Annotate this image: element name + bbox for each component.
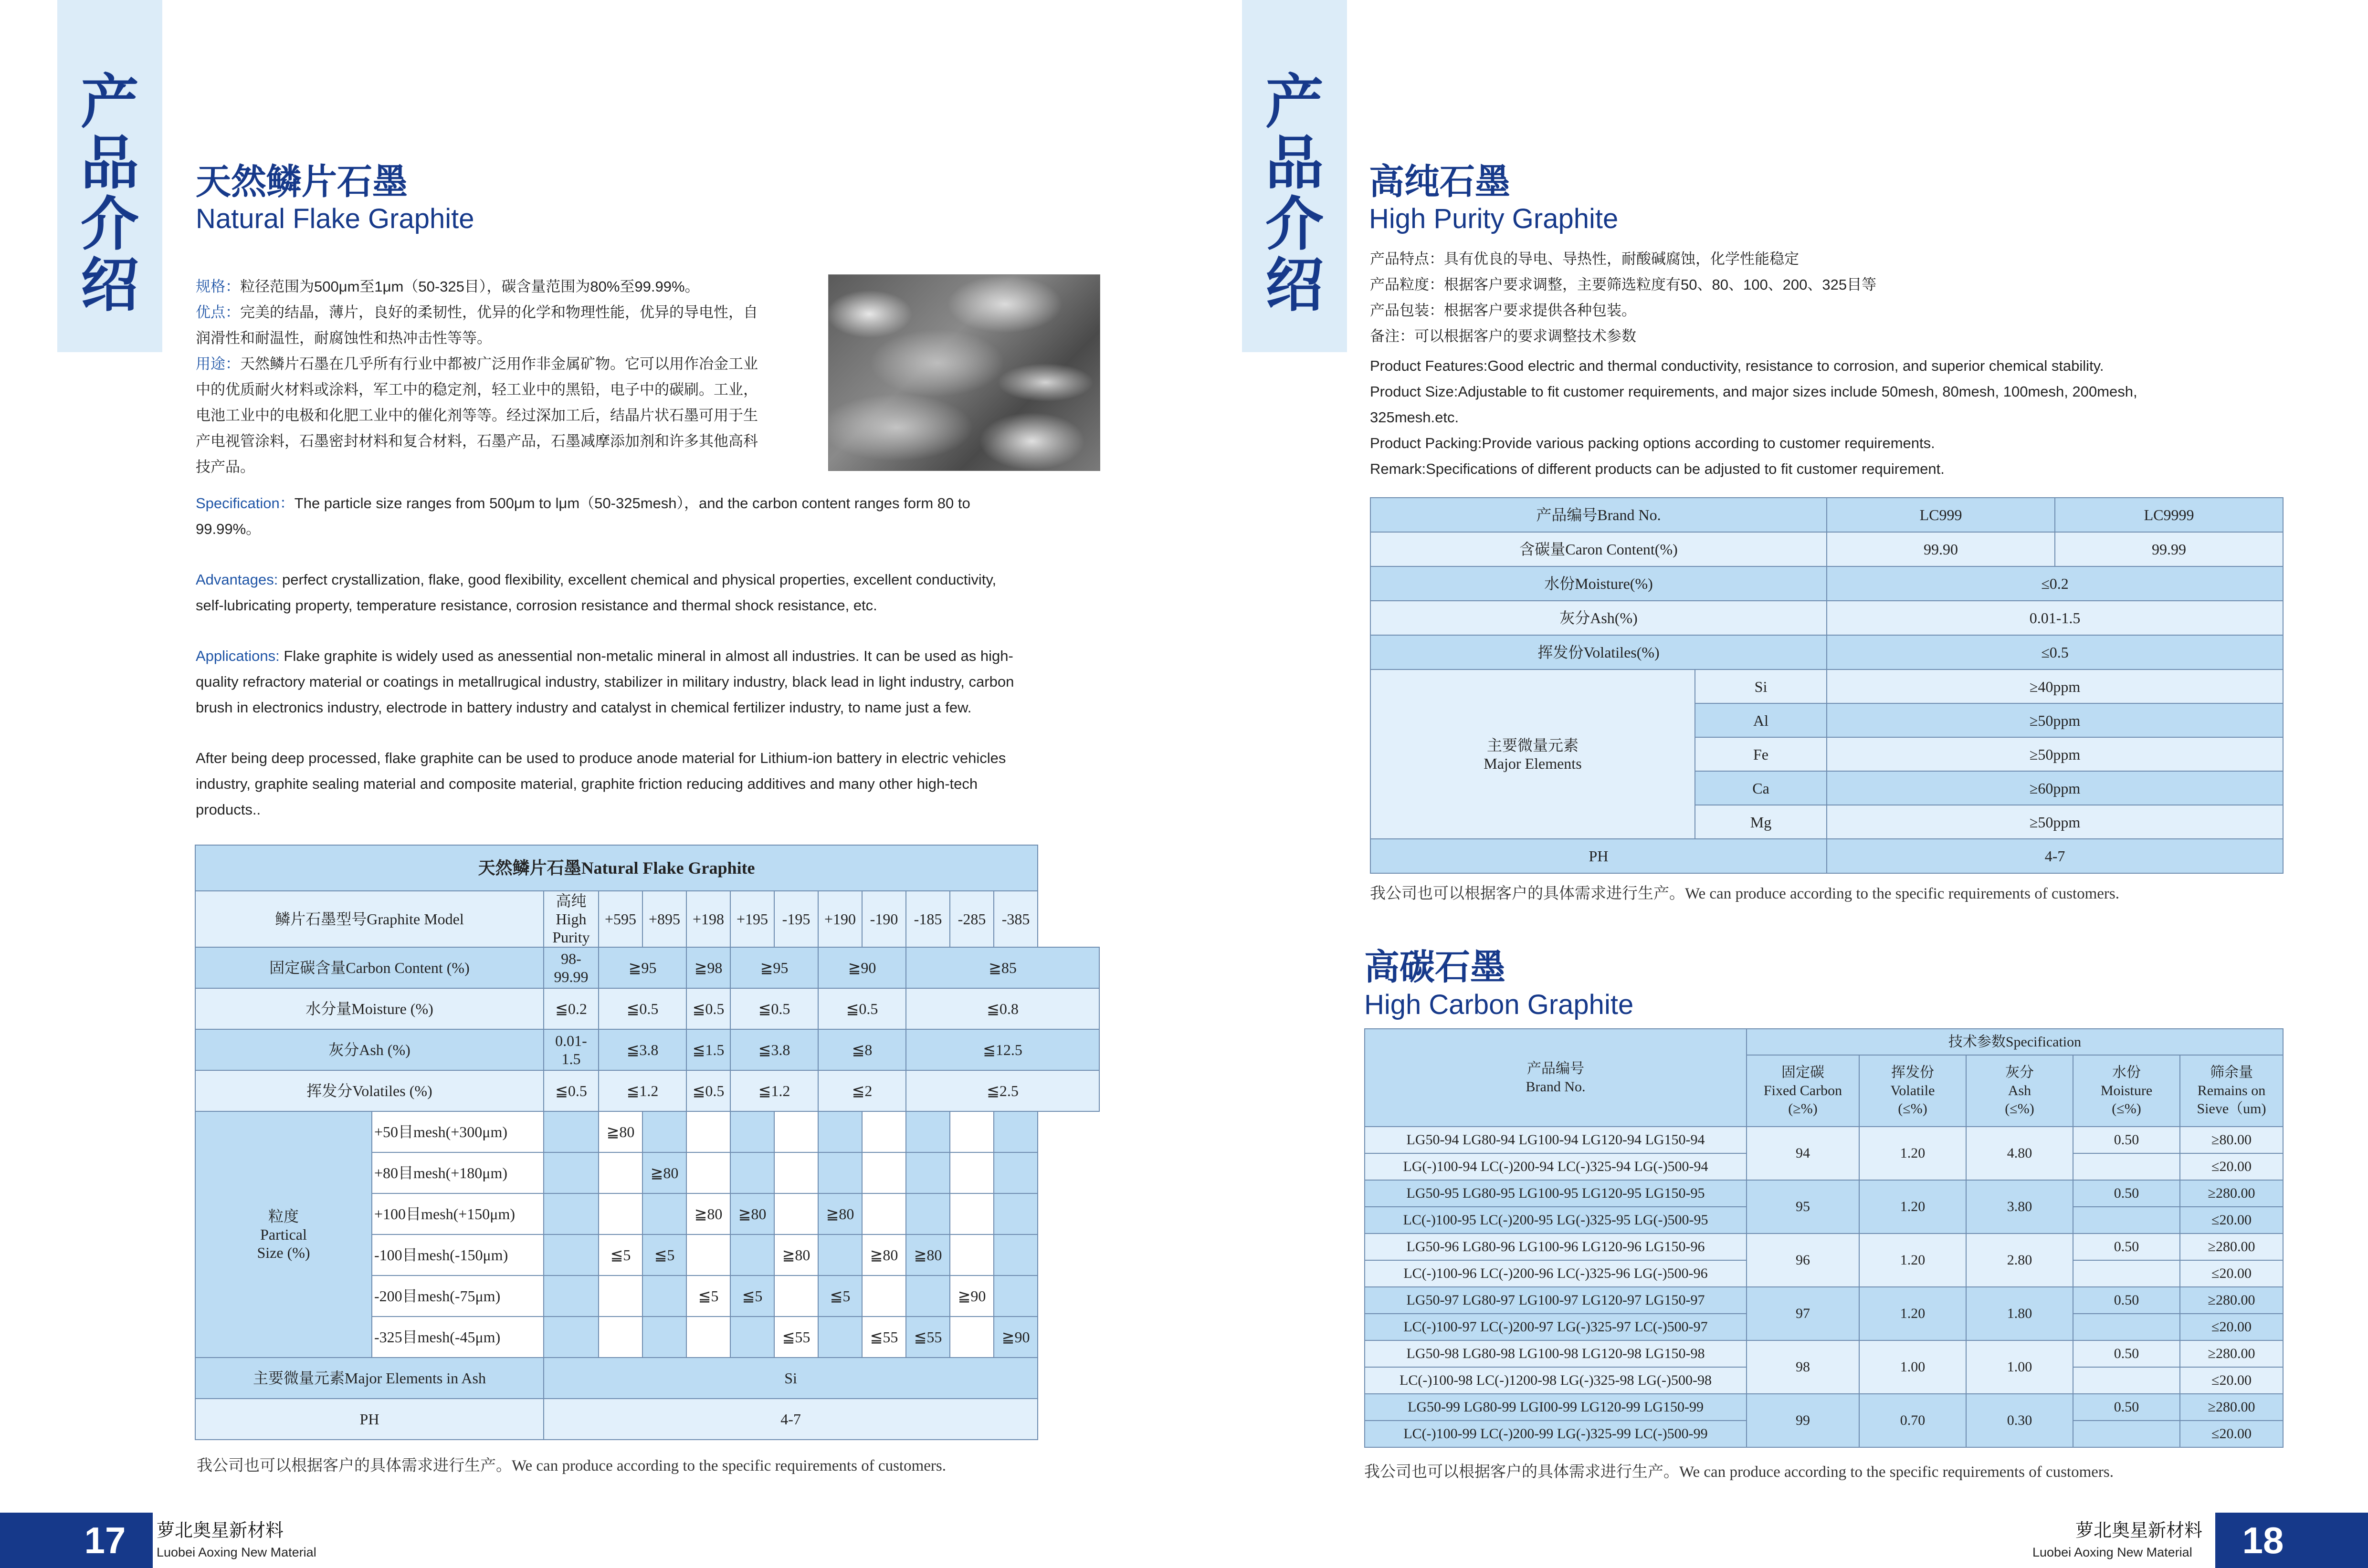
hc-brand-cell: LG50-94 LG80-94 LG100-94 LG120-94 LG150-94	[1365, 1127, 1747, 1153]
size-cell	[818, 1234, 862, 1275]
moisture-label: 水分量Moisture (%)	[195, 988, 544, 1029]
moisture-cell: ≦0.8	[906, 988, 1099, 1029]
element-name: Ca	[1695, 771, 1827, 805]
size-cell	[906, 1111, 950, 1152]
page-number-18: 18	[2215, 1513, 2311, 1568]
size-cell	[862, 1111, 906, 1152]
size-row-label: -325目mesh(-45μm)	[372, 1317, 544, 1358]
hc-volatile: 1.00	[1859, 1340, 1966, 1394]
hc-fixed-carbon: 99	[1747, 1394, 1859, 1447]
carbon-cell: ≧90	[818, 947, 906, 988]
size-cell	[544, 1193, 599, 1234]
volatiles-cell: ≦2	[818, 1070, 906, 1111]
size-cell	[544, 1275, 599, 1317]
table-title: 天然鳞片石墨Natural Flake Graphite	[195, 845, 1038, 891]
hc-header-fixed-carbon: 固定碳 Fixed Carbon (≥%)	[1747, 1055, 1859, 1127]
size-cell	[994, 1275, 1038, 1317]
carbon-cell: 99.99	[2055, 532, 2283, 566]
hc-spec-header: 技术参数Specification	[1747, 1029, 2283, 1055]
hc-ash: 1.80	[1966, 1287, 2073, 1340]
element-value: ≥40ppm	[1827, 669, 2283, 703]
size-cell	[994, 1193, 1038, 1234]
size-cell	[994, 1234, 1038, 1275]
right-company-cn: 萝北奥星新材料	[2075, 1520, 2203, 1541]
page-number-17: 17	[57, 1513, 153, 1568]
right-footnote-1: 我公司也可以根据客户的具体需求进行生产。We can produce according to the specific requirements of customers.	[1370, 885, 2119, 902]
hc-brand-cell: LC(-)100-97 LC(-)200-97 LG(-)325-97 LC(-)500-97	[1365, 1314, 1747, 1340]
hc-brand-cell: LC(-)100-98 LC(-)1200-98 LG(-)325-98 LG(-)500-98	[1365, 1367, 1747, 1394]
hc-fixed-carbon: 96	[1747, 1233, 1859, 1287]
right-title-cn: 高纯石墨	[1369, 161, 1510, 202]
ph-value: 4-7	[1827, 839, 2283, 873]
size-cell	[730, 1234, 774, 1275]
size-cell: ≧80	[642, 1152, 686, 1193]
hc-remains: ≥80.00	[2180, 1127, 2283, 1153]
model-label: 鳞片石墨型号Graphite Model	[195, 891, 544, 947]
element-name: Fe	[1695, 737, 1827, 771]
high-carbon-table	[1364, 1028, 2284, 1448]
size-cell	[544, 1317, 599, 1358]
left-company-en: Luobei Aoxing New Material	[157, 1545, 316, 1559]
right-cn-description: 产品特点：具有优良的导电、导热性，耐酸碱腐蚀，化学性能稳定 产品粒度：根据客户要求调整，主要筛选粒度有50、80、100、200、325目等 产品包装：根据客户要求提供各种包装。 备注：可以根据客户的要求调整技术参数	[1370, 251, 1877, 345]
volatiles-value: ≤0.5	[1827, 635, 2283, 669]
size-cell	[950, 1193, 994, 1234]
graphite-flake-photo	[828, 274, 1100, 471]
moisture-cell: ≦0.5	[686, 988, 730, 1029]
elements-value: Si	[544, 1358, 1038, 1399]
size-cell	[544, 1111, 599, 1152]
ph-label: PH	[195, 1399, 544, 1440]
particle-size-label: 粒度 Partical Size (%)	[195, 1111, 372, 1358]
size-cell: ≧90	[950, 1275, 994, 1317]
right-company-en: Luobei Aoxing New Material	[2032, 1545, 2192, 1559]
size-cell	[950, 1152, 994, 1193]
element-value: ≥50ppm	[1827, 737, 2283, 771]
volatiles-cell: ≦0.5	[544, 1070, 599, 1111]
size-cell	[774, 1152, 818, 1193]
size-cell	[994, 1111, 1038, 1152]
size-cell: ≧80	[599, 1111, 642, 1152]
model-cell: -185	[906, 891, 950, 947]
hc-remains: ≤20.00	[2180, 1367, 2283, 1394]
size-cell: ≧80	[818, 1193, 862, 1234]
size-cell	[950, 1111, 994, 1152]
size-cell	[599, 1317, 642, 1358]
model-cell: +895	[642, 891, 686, 947]
size-cell	[730, 1317, 774, 1358]
hc-header-remains: 筛余量 Remains on Sieve（um)	[2180, 1055, 2283, 1127]
carbon-label: 固定碳含量Carbon Content (%)	[195, 947, 544, 988]
size-cell	[818, 1152, 862, 1193]
left-footer-bar	[0, 1513, 57, 1568]
right-footer-bar	[2311, 1513, 2368, 1568]
hc-volatile: 1.20	[1859, 1287, 1966, 1340]
volatiles-cell: ≦2.5	[906, 1070, 1099, 1111]
size-cell	[599, 1152, 642, 1193]
element-value: ≥60ppm	[1827, 771, 2283, 805]
size-cell	[730, 1152, 774, 1193]
size-cell: ≦55	[774, 1317, 818, 1358]
hc-moisture: 0.50	[2073, 1127, 2180, 1153]
size-cell: ≧80	[774, 1234, 818, 1275]
hc-remains: ≤20.00	[2180, 1421, 2283, 1447]
hc-volatile: 0.70	[1859, 1394, 1966, 1447]
hc-moisture: 0.50	[2073, 1340, 2180, 1367]
ash-cell: 0.01-1.5	[544, 1029, 599, 1070]
size-cell	[994, 1152, 1038, 1193]
size-cell: ≦55	[906, 1317, 950, 1358]
hc-remains: ≥280.00	[2180, 1233, 2283, 1260]
size-cell	[818, 1111, 862, 1152]
brand-cell: LC9999	[2055, 498, 2283, 532]
size-cell	[599, 1275, 642, 1317]
size-cell	[774, 1193, 818, 1234]
model-cell: +595	[599, 891, 642, 947]
high-purity-table	[1370, 497, 2284, 874]
size-cell	[906, 1152, 950, 1193]
size-cell: ≦5	[730, 1275, 774, 1317]
size-cell	[642, 1275, 686, 1317]
size-cell	[642, 1111, 686, 1152]
high-carbon-title-cn: 高碳石墨	[1364, 947, 1505, 988]
hc-ash: 2.80	[1966, 1233, 2073, 1287]
hc-header-moisture: 水份 Moisture (≤%)	[2073, 1055, 2180, 1127]
brand-cell: LC999	[1827, 498, 2055, 532]
model-cell: +195	[730, 891, 774, 947]
ash-label: 灰分Ash (%)	[195, 1029, 544, 1070]
size-cell	[686, 1234, 730, 1275]
ash-label: 灰分Ash(%)	[1370, 601, 1827, 635]
size-cell: ≦5	[599, 1234, 642, 1275]
hc-remains: ≤20.00	[2180, 1314, 2283, 1340]
hc-moisture: 0.50	[2073, 1394, 2180, 1421]
hc-volatile: 1.20	[1859, 1180, 1966, 1233]
size-row-label: +100目mesh(+150μm)	[372, 1193, 544, 1234]
size-cell	[906, 1275, 950, 1317]
hc-brand-cell: LG50-99 LG80-99 LGI00-99 LG120-99 LG150-99	[1365, 1394, 1747, 1421]
size-row-label: +80目mesh(+180μm)	[372, 1152, 544, 1193]
hc-brand-cell: LG50-96 LG80-96 LG100-96 LG120-96 LG150-96	[1365, 1233, 1747, 1260]
model-cell: -195	[774, 891, 818, 947]
hc-remains: ≥280.00	[2180, 1287, 2283, 1314]
left-title-en: Natural Flake Graphite	[196, 203, 474, 234]
size-cell: ≦5	[818, 1275, 862, 1317]
moisture-cell: ≦0.5	[730, 988, 818, 1029]
model-cell: +190	[818, 891, 862, 947]
hc-fixed-carbon: 94	[1747, 1127, 1859, 1180]
hc-brand-cell: LG50-97 LG80-97 LG100-97 LG120-97 LG150-97	[1365, 1287, 1747, 1314]
hc-remains: ≥280.00	[2180, 1340, 2283, 1367]
hc-remains: ≥280.00	[2180, 1180, 2283, 1207]
size-cell	[906, 1193, 950, 1234]
hc-moisture: 0.50	[2073, 1233, 2180, 1260]
moisture-cell: ≦0.2	[544, 988, 599, 1029]
size-row-label: +50目mesh(+300μm)	[372, 1111, 544, 1152]
size-cell	[686, 1152, 730, 1193]
moisture-label: 水份Moisture(%)	[1370, 566, 1827, 601]
hc-moisture: 0.50	[2073, 1287, 2180, 1314]
hc-brand-cell: LG(-)100-94 LC(-)200-94 LC(-)325-94 LG(-)500-94	[1365, 1153, 1747, 1180]
size-cell	[730, 1111, 774, 1152]
moisture-cell: ≦0.5	[599, 988, 686, 1029]
size-cell: ≦5	[642, 1234, 686, 1275]
model-cell: -285	[950, 891, 994, 947]
hc-fixed-carbon: 98	[1747, 1340, 1859, 1394]
carbon-cell: ≧85	[906, 947, 1099, 988]
hc-fixed-carbon: 95	[1747, 1180, 1859, 1233]
size-cell: ≧80	[730, 1193, 774, 1234]
size-cell	[686, 1317, 730, 1358]
hc-brand-header: 产品编号 Brand No.	[1365, 1029, 1747, 1127]
volatiles-label: 挥发分Volatiles (%)	[195, 1070, 544, 1111]
size-cell	[862, 1152, 906, 1193]
carbon-cell: ≧98	[686, 947, 730, 988]
hc-brand-cell: LG50-95 LG80-95 LG100-95 LG120-95 LG150-95	[1365, 1180, 1747, 1207]
element-name: Al	[1695, 703, 1827, 737]
hc-header-ash: 灰分 Ash (≤%)	[1966, 1055, 2073, 1127]
hc-moisture: 0.50	[2073, 1180, 2180, 1207]
carbon-cell: 99.90	[1827, 532, 2055, 566]
size-row-label: -100目mesh(-150μm)	[372, 1234, 544, 1275]
natural-flake-table	[195, 845, 1100, 1440]
size-cell: ≧80	[686, 1193, 730, 1234]
hc-remains: ≤20.00	[2180, 1260, 2283, 1287]
hc-brand-cell: LC(-)100-95 LC(-)200-95 LG(-)325-95 LG(-)500-95	[1365, 1207, 1747, 1233]
size-cell	[774, 1111, 818, 1152]
size-cell	[774, 1275, 818, 1317]
right-footnote-2: 我公司也可以根据客户的具体需求进行生产。We can produce according to the specific requirements of customers.	[1364, 1463, 2114, 1481]
size-cell	[642, 1317, 686, 1358]
ph-label: PH	[1370, 839, 1827, 873]
model-high-purity: 高纯 High Purity	[544, 891, 599, 947]
hc-brand-cell: LC(-)100-96 LC(-)200-96 LC(-)325-96 LG(-)500-96	[1365, 1260, 1747, 1287]
carbon-label: 含碳量Caron Content(%)	[1370, 532, 1827, 566]
left-footnote: 我公司也可以根据客户的具体需求进行生产。We can produce according to the specific requirements of customers.	[197, 1457, 946, 1474]
hc-ash: 0.30	[1966, 1394, 2073, 1447]
size-cell	[950, 1317, 994, 1358]
element-name: Si	[1695, 669, 1827, 703]
size-cell	[544, 1152, 599, 1193]
major-elements-label: 主要微量元素 Major Elements	[1370, 669, 1695, 839]
size-cell	[686, 1111, 730, 1152]
hc-brand-cell: LG50-98 LG80-98 LG100-98 LG120-98 LG150-98	[1365, 1340, 1747, 1367]
hc-volatile: 1.20	[1859, 1127, 1966, 1180]
element-value: ≥50ppm	[1827, 703, 2283, 737]
element-value: ≥50ppm	[1827, 805, 2283, 839]
ash-cell: ≦12.5	[906, 1029, 1099, 1070]
volatiles-cell: ≦1.2	[599, 1070, 686, 1111]
size-cell	[642, 1193, 686, 1234]
model-cell: +198	[686, 891, 730, 947]
volatiles-label: 挥发份Volatiles(%)	[1370, 635, 1827, 669]
moisture-value: ≤0.2	[1827, 566, 2283, 601]
hc-ash: 1.00	[1966, 1340, 2073, 1394]
size-cell	[950, 1234, 994, 1275]
hc-fixed-carbon: 97	[1747, 1287, 1859, 1340]
hc-remains: ≥280.00	[2180, 1394, 2283, 1421]
ash-cell: ≦8	[818, 1029, 906, 1070]
right-vertical-label: 产 品 介 绍	[1265, 68, 1324, 319]
right-en-description: Product Features:Good electric and thermal conductivity, resistance to corrosion, and superior chemical stability. Product Size:Adjustable to fit customer requirements, and major sizes include 50mesh, 80mesh, 100mesh, 200mesh, 325mesh.etc. Product Packing:Provide various packing options according to customer requirements. Remark:Specifications of different products can be adjusted to fit customer requirement.	[1370, 357, 2137, 477]
model-cell: -385	[994, 891, 1038, 947]
hc-brand-cell: LC(-)100-99 LC(-)200-99 LG(-)325-99 LC(-)500-99	[1365, 1421, 1747, 1447]
volatiles-cell: ≦1.2	[730, 1070, 818, 1111]
volatiles-cell: ≦0.5	[686, 1070, 730, 1111]
hc-remains: ≤20.00	[2180, 1207, 2283, 1233]
size-cell: ≧90	[994, 1317, 1038, 1358]
hc-remains: ≤20.00	[2180, 1153, 2283, 1180]
element-name: Mg	[1695, 805, 1827, 839]
size-cell: ≦5	[686, 1275, 730, 1317]
ash-cell: ≦3.8	[730, 1029, 818, 1070]
ash-cell: ≦3.8	[599, 1029, 686, 1070]
hc-ash: 4.80	[1966, 1127, 2073, 1180]
ash-value: 0.01-1.5	[1827, 601, 2283, 635]
left-vertical-label: 产 品 介 绍	[81, 68, 139, 319]
size-cell: ≧80	[906, 1234, 950, 1275]
size-cell	[818, 1317, 862, 1358]
carbon-cell: 98-99.99	[544, 947, 599, 988]
left-en-description: Specification：The particle size ranges from 500μm to lμm（50-325mesh），and the carbon content ranges form 80 to 99.99%。 Advantages: perfect crystallization, flake, good flexibility, excellent chemical and physical properties, excellent conductivity, self-lubricating property, temperature resistance, corrosion resistance and thermal shock resistance, etc. Applications: Flake graphite is widely used as anessential non-metalic mineral in almost all industries. It can be used as high- quality refractory material or coatings in metallrugical industry, stabilizer in military industry, black lead in light industry, carbon brush in electronics industry, electrode in battery industry and catalyst in chemical fertilizer industry, to name just a few. After being deep processed, flake graphite can be used to produce anode material for Lithium-ion battery in electric vehicles industry, graphite sealing material and composite material, graphite friction reducing additives and many other high-tech products..	[196, 495, 1014, 818]
carbon-cell: ≧95	[730, 947, 818, 988]
brand-label: 产品编号Brand No.	[1370, 498, 1827, 532]
hc-header-volatile: 挥发份 Volatile (≤%)	[1859, 1055, 1966, 1127]
size-cell: ≧80	[862, 1234, 906, 1275]
model-cell: -190	[862, 891, 906, 947]
right-title-en: High Purity Graphite	[1369, 203, 1619, 234]
left-company-cn: 萝北奥星新材料	[157, 1520, 284, 1541]
elements-label: 主要微量元素Major Elements in Ash	[195, 1358, 544, 1399]
size-cell	[862, 1193, 906, 1234]
ash-cell: ≦1.5	[686, 1029, 730, 1070]
size-row-label: -200目mesh(-75μm)	[372, 1275, 544, 1317]
size-cell: ≦55	[862, 1317, 906, 1358]
hc-ash: 3.80	[1966, 1180, 2073, 1233]
left-title-cn: 天然鳞片石墨	[196, 161, 408, 202]
size-cell	[544, 1234, 599, 1275]
ph-value: 4-7	[544, 1399, 1038, 1440]
size-cell	[862, 1275, 906, 1317]
carbon-cell: ≧95	[599, 947, 686, 988]
high-carbon-title-en: High Carbon Graphite	[1364, 989, 1634, 1020]
moisture-cell: ≦0.5	[818, 988, 906, 1029]
size-cell	[599, 1193, 642, 1234]
hc-volatile: 1.20	[1859, 1233, 1966, 1287]
left-cn-description: 规格：粒径范围为500μm至1μm（50-325目），碳含量范围为80%至99.99%。 优点：完美的结晶，薄片，良好的柔韧性，优异的化学和物理性能，优异的导电性，自 润滑性和耐温性，耐腐蚀性和热冲击性等等。 用途：天然鳞片石墨在几乎所有行业中都被广泛用作非金属矿物。它可以用作冶金工业 中的优质耐火材料或涂料，军工中的稳定剂，轻工业中的黑铅，电子中的碳刷。工业， 电池工业中的电极和化肥工业中的催化剂等等。经过深加工后，结晶片状石墨可用于生 产电视管涂料，石墨密封材料和复合材料，石墨产品，石墨减摩添加剂和许多其他高科 技产品。	[196, 278, 758, 475]
